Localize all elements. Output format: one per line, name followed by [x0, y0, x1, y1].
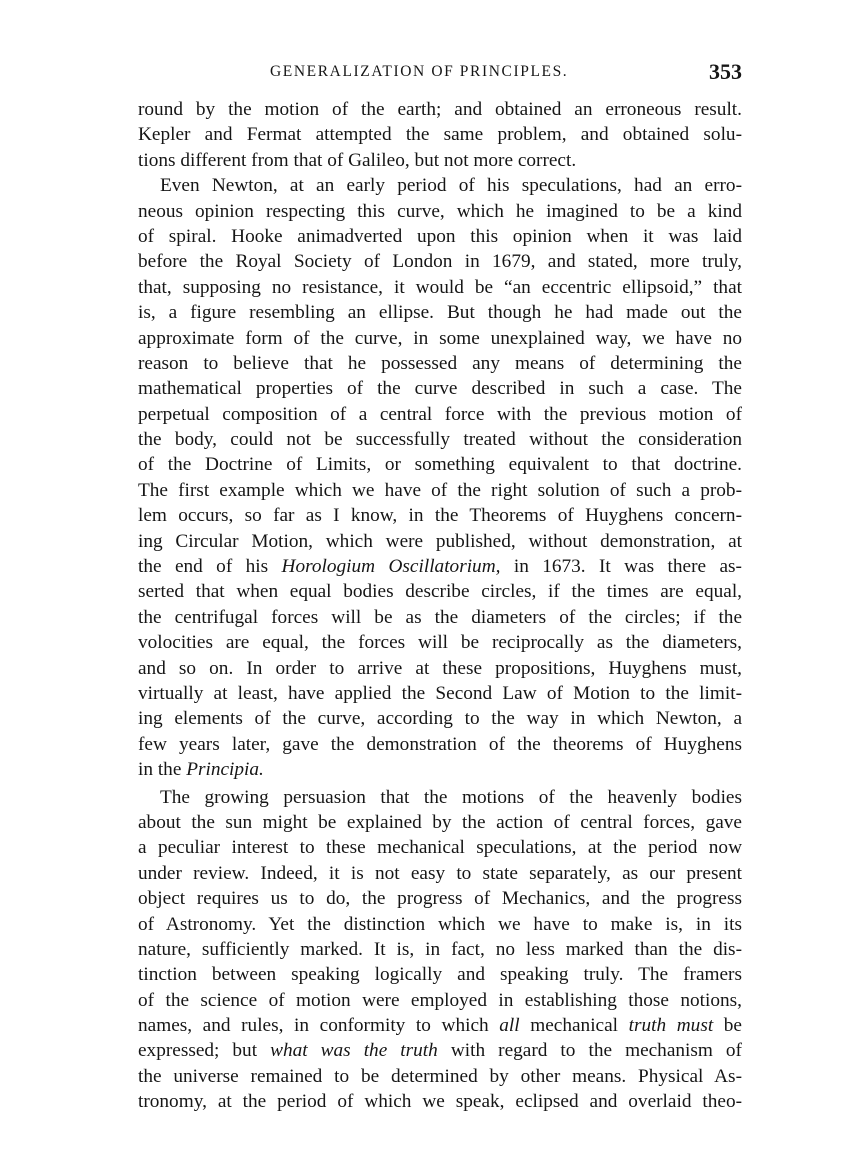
- text-line: [138, 835, 742, 860]
- text-line: [138, 1089, 742, 1114]
- text-line: [138, 122, 742, 147]
- italic-text: truth must: [628, 1015, 714, 1037]
- text-line: [138, 1038, 742, 1063]
- text-run: the universe remained to be determined by other means. Physical As-: [138, 1065, 742, 1087]
- text-line: [138, 148, 742, 173]
- text-line: [138, 529, 742, 554]
- text-run: object requires us to do, the progress of Mechanics, and the progress: [138, 888, 742, 910]
- text-run: tinction between speaking logically and speaking truly. The framers: [138, 964, 742, 986]
- text-line: [138, 886, 742, 911]
- italic-text: Horologium Oscillatorium,: [281, 556, 501, 578]
- text-run: in 1673. It was there as-: [500, 556, 742, 578]
- text-run: volocities are equal, the forces will be reciprocally as the diameters,: [138, 632, 742, 654]
- text-run: under review. Indeed, it is not easy to state separately, as our present: [138, 862, 742, 884]
- text-line: [138, 861, 742, 886]
- text-line: [138, 275, 742, 300]
- text-line: [138, 810, 742, 835]
- text-line: [138, 706, 742, 731]
- text-run: The first example which we have of the right solution of such a prob-: [138, 479, 742, 501]
- text-run: The growing persuasion that the motions of the heavenly bodies: [160, 786, 742, 808]
- text-run: of Astronomy. Yet the distinction which we have to make is, in its: [138, 913, 742, 935]
- text-run: mechanical: [519, 1015, 629, 1037]
- text-line: [138, 351, 742, 376]
- text-run: the centrifugal forces will be as the diameters of the circles; if the: [138, 606, 742, 628]
- text-run: Kepler and Fermat attempted the same problem, and obtained solu-: [138, 124, 742, 146]
- text-line: [138, 326, 742, 351]
- text-line: [138, 199, 742, 224]
- text-line: [138, 503, 742, 528]
- text-run: that, supposing no resistance, it would be “an eccentric ellipsoid,” that: [138, 276, 742, 298]
- text-line: [138, 376, 742, 401]
- italic-text: all: [499, 1015, 520, 1037]
- text-run: neous opinion respecting this curve, which he imagined to be a kind: [138, 200, 742, 222]
- text-run: and so on. In order to arrive at these propositions, Huyghens must,: [138, 657, 742, 679]
- text-line: [138, 173, 742, 198]
- text-run: names, and rules, in conformity to which: [138, 1015, 500, 1037]
- text-run: in the: [138, 759, 187, 781]
- text-run: lem occurs, so far as I know, in the Theorems of Huyghens concern-: [138, 505, 742, 527]
- text-run: ing Circular Motion, which were published, without demonstration, at: [138, 530, 742, 552]
- text-run: Even Newton, at an early period of his speculations, had an erro-: [160, 175, 742, 197]
- text-run: tronomy, at the period of which we speak, eclipsed and overlaid theo-: [138, 1091, 742, 1113]
- italic-text: Principia.: [186, 759, 264, 781]
- text-run: of the science of motion were employed in establishing those notions,: [138, 989, 742, 1011]
- running-title: GENERALIZATION OF PRINCIPLES.: [270, 63, 569, 80]
- text-line: [138, 605, 742, 630]
- text-line: [138, 988, 742, 1013]
- text-run: with regard to the mechanism of: [437, 1040, 742, 1062]
- text-run: perpetual composition of a central force with the previous motion of: [138, 403, 742, 425]
- italic-text: what was the truth: [270, 1040, 438, 1062]
- text-line: [138, 427, 742, 452]
- text-line: [138, 249, 742, 274]
- text-run: is, a figure resembling an ellipse. But though he had made out the: [138, 302, 742, 324]
- text-line: [138, 300, 742, 325]
- text-run: of spiral. Hooke animadverted upon this opinion when it was laid: [138, 225, 742, 247]
- text-line: [138, 912, 742, 937]
- text-line: [138, 402, 742, 427]
- text-run: expressed; but: [138, 1040, 271, 1062]
- text-run: be: [713, 1015, 742, 1037]
- text-line: [138, 681, 742, 706]
- text-run: before the Royal Society of London in 1679, and stated, more truly,: [138, 251, 742, 273]
- text-line: [138, 452, 742, 477]
- text-run: nature, sufficiently marked. It is, in fact, no less marked than the dis-: [138, 938, 742, 960]
- text-line: [138, 478, 742, 503]
- text-run: of the Doctrine of Limits, or something equivalent to that doctrine.: [138, 454, 742, 476]
- text-line: [138, 224, 742, 249]
- text-line: [138, 757, 742, 782]
- text-run: approximate form of the curve, in some unexplained way, we have no: [138, 327, 742, 349]
- text-run: the body, could not be successfully treated without the consideration: [138, 429, 742, 451]
- text-run: round by the motion of the earth; and obtained an erroneous result.: [138, 99, 742, 120]
- text-line: [138, 937, 742, 962]
- text-line: [138, 579, 742, 604]
- text-line: [138, 554, 742, 579]
- text-run: a peculiar interest to these mechanical speculations, at the period now: [138, 837, 742, 859]
- text-line: [138, 97, 742, 122]
- text-run: tions different from that of Galileo, but not more correct.: [138, 149, 577, 171]
- text-run: serted that when equal bodies describe circles, if the times are equal,: [138, 581, 742, 603]
- text-line: [138, 785, 742, 810]
- text-line: [138, 630, 742, 655]
- running-head: [138, 59, 742, 89]
- text-line: [138, 962, 742, 987]
- text-line: [138, 1013, 742, 1038]
- text-run: mathematical properties of the curve described in such a case. The: [138, 378, 742, 400]
- text-run: virtually at least, have applied the Second Law of Motion to the limit-: [138, 682, 742, 704]
- text-run: reason to believe that he possessed any means of determining the: [138, 352, 742, 374]
- text-run: the end of his: [138, 556, 282, 578]
- text-run: ing elements of the curve, according to the way in which Newton, a: [138, 708, 742, 730]
- body-text: [138, 97, 742, 1115]
- text-run: about the sun might be explained by the action of central forces, gave: [138, 811, 742, 833]
- page-number: 353: [709, 59, 742, 84]
- text-line: [138, 656, 742, 681]
- text-run: few years later, gave the demonstration of the theorems of Huyghens: [138, 733, 742, 755]
- text-line: [138, 1064, 742, 1089]
- text-line: [138, 732, 742, 757]
